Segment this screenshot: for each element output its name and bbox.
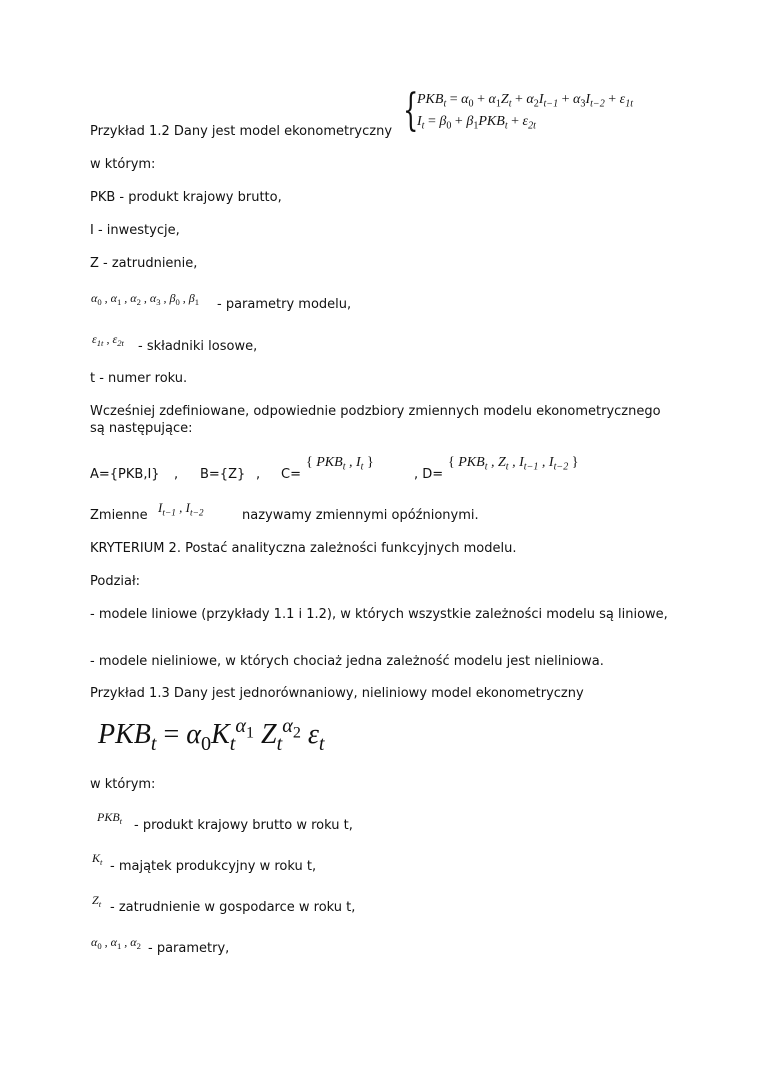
lagged-symbols: $I_{t-1}$ , $I_{t-2}$ bbox=[158, 500, 204, 519]
w-ktorym-2: w którym: bbox=[90, 777, 156, 792]
set-a: A={PKB,I} bbox=[90, 467, 160, 482]
set-c-label: C= bbox=[281, 467, 301, 482]
def-z: Z - zatrudnienie, bbox=[90, 256, 198, 271]
zmienne-label: Zmienne bbox=[90, 508, 148, 523]
set-d-label: , D= bbox=[414, 467, 444, 482]
left-brace: { bbox=[403, 85, 419, 136]
set-sep-2: , bbox=[256, 467, 261, 482]
set-c-formula: { $PKB_t$ , $I_t$ } bbox=[306, 455, 374, 473]
podzial-label: Podział: bbox=[90, 574, 141, 589]
kt-symbol: $K_t$ bbox=[92, 851, 103, 868]
def-pkbt: - produkt krajowy brutto w roku t, bbox=[134, 818, 353, 833]
def-params: - parametry modelu, bbox=[217, 297, 352, 312]
def-zt: - zatrudnienie w gospodarce w roku t, bbox=[110, 900, 356, 915]
epsilon-symbols: $\varepsilon_{1t}$ , $\varepsilon_{2t}$ bbox=[92, 332, 124, 349]
params-symbols: $\alpha_0$ , $\alpha_1$ , $\alpha_2$ , $\alpha_3$ , $\beta_0$ , $\beta_1$ bbox=[91, 291, 200, 308]
def-losowe: - składniki losowe, bbox=[138, 339, 258, 354]
equation-1: $PKB_t = \alpha_0 + \alpha_1Z_t + \alpha_2I_{t-1} + \alpha_3I_{t-2} + \varepsilon_{1t}$ bbox=[417, 92, 634, 110]
modele-nieliniowe: - modele nieliniowe, w których chociaż jedna zależność modelu jest nieliniowa. bbox=[90, 654, 604, 669]
set-sep-1: , bbox=[174, 467, 179, 482]
modele-liniowe: - modele liniowe (przykłady 1.1 i 1.2), w których wszystkie zależności modelu są liniowe, bbox=[90, 607, 668, 622]
zt-symbol: $Z_t$ bbox=[92, 893, 102, 910]
def-i: I - inwestycje, bbox=[90, 223, 180, 238]
def-pkb: PKB - produkt krajowy brutto, bbox=[90, 190, 282, 205]
def-t: t - numer roku. bbox=[90, 371, 188, 386]
formula-1-3: $PKB_t = \alpha_0K_t^{\alpha_1}$ $Z_t^{\alpha_2}$ $\varepsilon_t$ bbox=[98, 714, 325, 756]
w-ktorym-1: w którym: bbox=[90, 157, 156, 172]
def-params-2: - parametry, bbox=[148, 941, 230, 956]
pkbt-symbol: $PKB_t$ bbox=[97, 810, 123, 827]
paragraph-wczesniej: Wcześniej zdefiniowane, odpowiednie podzbiory zmiennych modelu ekonometrycznego są następujące: bbox=[90, 404, 661, 436]
example-1-2-label: Przykład 1.2 Dany jest model ekonometryczny bbox=[90, 124, 393, 139]
example-1-3-label: Przykład 1.3 Dany jest jednorównaniowy, nieliniowy model ekonometryczny bbox=[90, 686, 584, 701]
set-d-formula: { $PKB_t$ , $Z_t$ , $I_{t-1}$ , $I_{t-2}$ } bbox=[448, 455, 579, 473]
kryterium-2: KRYTERIUM 2. Postać analityczna zależności funkcyjnych modelu. bbox=[90, 541, 517, 556]
set-b: B={Z} bbox=[200, 467, 246, 482]
nazywamy-text: nazywamy zmiennymi opóźnionymi. bbox=[242, 508, 479, 523]
def-kt: - majątek produkcyjny w roku t, bbox=[110, 859, 317, 874]
params2-symbols: $\alpha_0$ , $\alpha_1$ , $\alpha_2$ bbox=[91, 935, 141, 952]
equation-system bbox=[403, 85, 673, 140]
equation-2: $I_t = \beta_0 + \beta_1PKB_t + \varepsilon_{2t}$ bbox=[417, 114, 536, 132]
